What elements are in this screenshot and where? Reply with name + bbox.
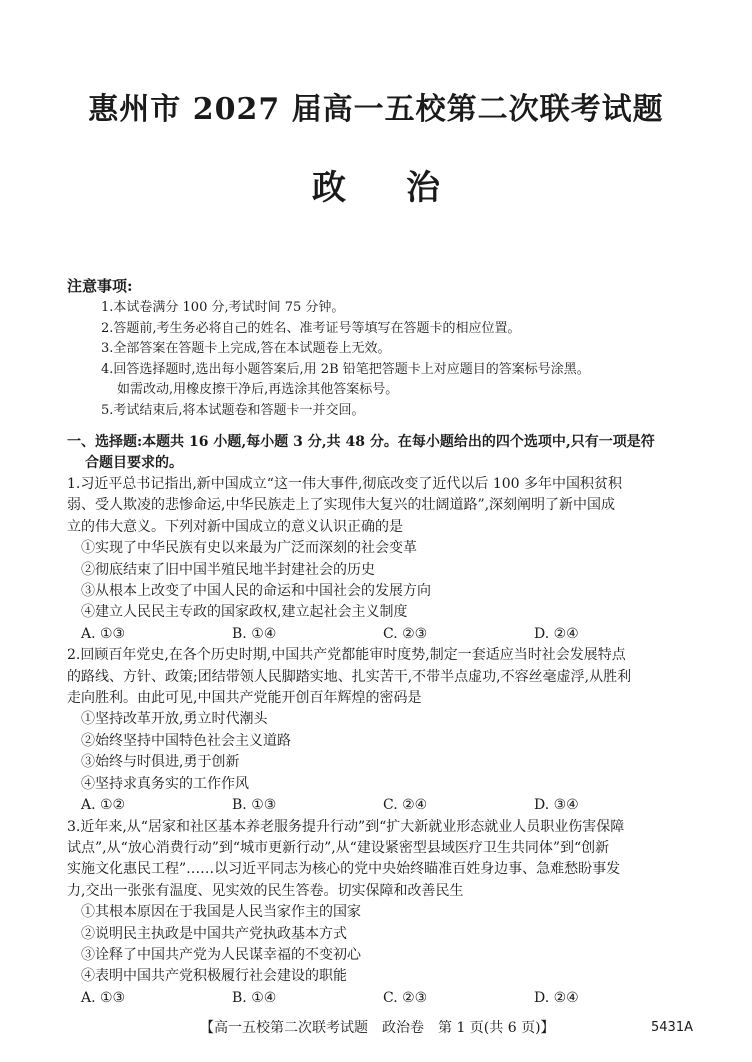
question-2 bbox=[67, 645, 697, 816]
notes-list bbox=[67, 298, 707, 421]
choice-d: D. ③④ bbox=[534, 797, 579, 814]
choice-c: C. ②③ bbox=[383, 625, 428, 642]
question-option: ④坚持求真务实的工作作风 bbox=[81, 775, 249, 792]
choice-d: D. ②④ bbox=[534, 625, 579, 642]
note-item-continuation: 如需改动,用橡皮擦干净后,再选涂其他答案标号。 bbox=[117, 382, 399, 397]
choice-b: B. ①④ bbox=[232, 989, 277, 1006]
note-item: 3.全部答案在答题卡上完成,答在本试题卷上无效。 bbox=[101, 341, 391, 356]
question-option: ①实现了中华民族有史以来最为广泛而深刻的社会变革 bbox=[81, 540, 417, 557]
notes-heading: 注意事项: bbox=[67, 277, 133, 295]
choice-c: C. ②③ bbox=[383, 989, 428, 1006]
note-item: 1.本试卷满分 100 分,考试时间 75 分钟。 bbox=[101, 300, 345, 315]
choice-a: A. ①③ bbox=[81, 625, 126, 642]
question-stem-line: 1.习近平总书记指出,新中国成立“这一伟大事件,彻底改变了近代以后 100 多年中国积贫积 bbox=[67, 476, 623, 492]
page-title: 惠州市 2027 届高一五校第二次联考试题 bbox=[88, 92, 664, 127]
question-stem-line: 力,交出一张张有温度、见实效的民生答卷。切实保障和改善民生 bbox=[67, 882, 464, 899]
section-heading-line2: 合题目要求的。 bbox=[85, 455, 183, 471]
question-stem-line: 试点”,从“放心消费行动”到“城市更新行动”,从“建设紧密型县域医疗卫生共同体”到“创新 bbox=[67, 839, 610, 856]
question-option: ④建立人民民主专政的国家政权,建立起社会主义制度 bbox=[81, 604, 408, 621]
question-stem-line: 立的伟大意义。下列对新中国成立的意义认识正确的是 bbox=[67, 518, 403, 535]
question-option: ④表明中国共产党积极履行社会建设的职能 bbox=[81, 968, 347, 985]
question-option: ②彻底结束了旧中国半殖民地半封建社会的历史 bbox=[81, 561, 375, 578]
section-heading-line1: 一、选择题:本题共 16 小题,每小题 3 分,共 48 分。在每小题给出的四个选项中,只有一项是符 bbox=[67, 434, 655, 450]
question-3 bbox=[67, 817, 697, 1010]
notes-block bbox=[67, 276, 707, 421]
choice-d: D. ②④ bbox=[534, 989, 579, 1006]
footer-page-info: 【高一五校第二次联考试题 政治卷 第 1 页(共 6 页)】 bbox=[200, 1020, 555, 1036]
choice-b: B. ①③ bbox=[232, 797, 277, 814]
footer-code: 5431A bbox=[651, 1020, 693, 1035]
note-item: 5.考试结束后,将本试题卷和答题卡一并交回。 bbox=[101, 402, 365, 418]
question-1 bbox=[67, 474, 697, 645]
section-heading bbox=[67, 432, 697, 474]
question-stem-line: 弱、受人欺凌的悲惨命运,中华民族走上了实现伟大复兴的壮阔道路”,深刻阐明了新中国成 bbox=[67, 497, 616, 514]
question-option: ①其根本原因在于我国是人民当家作主的国家 bbox=[81, 904, 361, 921]
question-option: ③始终与时俱进,勇于创新 bbox=[81, 754, 240, 771]
answer-choices bbox=[67, 624, 697, 645]
answer-choices bbox=[67, 988, 697, 1009]
question-stem-line: 2.回顾百年党史,在各个历史时期,中国共产党都能审时度势,制定一套适应当时社会发展特点 bbox=[67, 647, 626, 664]
choice-b: B. ①④ bbox=[232, 625, 277, 642]
choice-a: A. ①② bbox=[81, 797, 126, 814]
questions bbox=[67, 474, 697, 1009]
question-stem-line: 3.近年来,从“居家和社区基本养老服务提升行动”到“扩大新就业形态就业人员职业伤害保障 bbox=[67, 818, 625, 835]
answer-choices bbox=[67, 795, 697, 816]
subject-char-1: 政 bbox=[312, 168, 346, 208]
question-stem-line: 走向胜利。由此可见,中国共产党能开创百年辉煌的密码是 bbox=[67, 690, 422, 707]
question-option: ③诠释了中国共产党为人民谋幸福的不变初心 bbox=[81, 946, 361, 963]
choice-a: A. ①③ bbox=[81, 989, 126, 1006]
question-option: ③从根本上改变了中国人民的命运和中国社会的发展方向 bbox=[81, 583, 431, 600]
note-item: 2.答题前,考生务必将自己的姓名、准考证号等填写在答题卡的相应位置。 bbox=[101, 320, 521, 336]
question-option: ②说明民主执政是中国共产党执政基本方式 bbox=[81, 925, 347, 942]
subject-title bbox=[0, 160, 752, 209]
question-stem-line: 的路线、方针、政策;团结带领人民脚踏实地、扎实苦干,不带半点虚功,不容丝毫虚浮,从胜利 bbox=[67, 668, 632, 685]
question-option: ②始终坚持中国特色社会主义道路 bbox=[81, 732, 291, 749]
question-stem-line: 实施文化惠民工程”……以习近平同志为核心的党中央始终瞄准百姓身边事、急难愁盼事发 bbox=[67, 861, 621, 878]
note-item: 4.回答选择题时,选出每小题答案后,用 2B 铅笔把答题卡上对应题目的答案标号涂黑。 bbox=[101, 361, 590, 377]
choice-c: C. ②④ bbox=[383, 797, 428, 814]
subject-char-2: 治 bbox=[406, 168, 440, 208]
question-option: ①坚持改革开放,勇立时代潮头 bbox=[81, 711, 268, 728]
